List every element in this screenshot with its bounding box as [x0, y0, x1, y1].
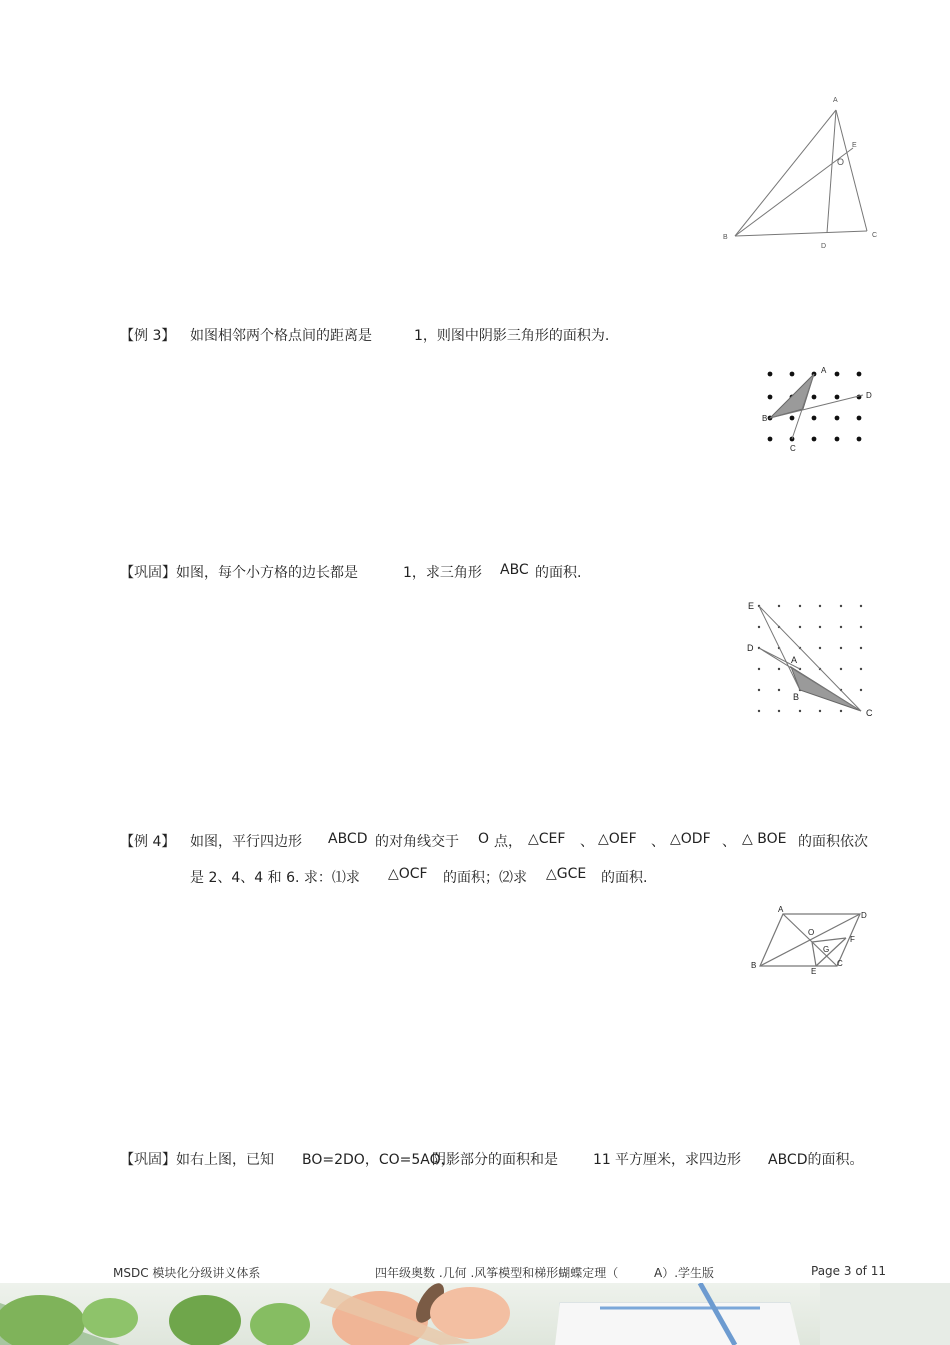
example-4-c [375, 832, 459, 852]
example-4-line2-text-c: 的面积. [601, 870, 648, 886]
example-4-a [190, 832, 302, 852]
footer-right [811, 1264, 886, 1278]
example-4-d [478, 829, 489, 849]
parallelogram-figure [745, 900, 875, 980]
example-4-t3 [670, 829, 711, 849]
separator: 、 [722, 834, 736, 850]
label-d: D [861, 911, 867, 920]
label-a: A [833, 97, 838, 104]
example-4-text-f: 的面积依次 [798, 834, 868, 850]
example-4-s3 [722, 832, 736, 852]
practice-2-e [615, 1150, 741, 1170]
footer-left [113, 1264, 260, 1281]
example-4-t2 [598, 829, 637, 849]
practice-2-f [768, 1150, 864, 1170]
example-4-line2-c [601, 868, 647, 888]
example-4-line2-a [190, 868, 360, 888]
example-4-t4 [742, 829, 786, 849]
example-3-value [414, 326, 609, 346]
label-c: C [837, 959, 843, 968]
example-tag: 【例 4】 [120, 834, 176, 850]
label-c: C [866, 708, 873, 718]
label-d: D [821, 243, 827, 250]
example-4-text-a: 如图，平行四边形 [190, 834, 302, 850]
triangle-odf: △ODF [670, 831, 711, 847]
example-4-s2 [651, 832, 665, 852]
footer-title-version: A）.学生版 [654, 1266, 715, 1280]
example-4-line2-t1 [388, 864, 428, 884]
triangle-name: ABC [500, 562, 529, 578]
practice-2-c [432, 1150, 558, 1170]
example-tag: 【例 3】 [120, 328, 176, 344]
practice-1-rest [403, 563, 482, 583]
triangle-oef: △OEF [598, 831, 637, 847]
dot-grid-figure [755, 360, 880, 455]
label-b: B [793, 692, 800, 702]
triangle-figure-1 [715, 90, 890, 255]
example-4-s1 [580, 832, 594, 852]
example-3-text-b: ，则图中阴影三角形的面积为. [422, 328, 610, 344]
practice-1-value: 1 [403, 565, 412, 581]
example-4-text-e: 点， [494, 834, 522, 850]
example-3-text [190, 326, 372, 346]
example-4-tag [120, 832, 175, 852]
practice-2-text-e: 平方厘米，求四边形 [615, 1152, 741, 1168]
example-4-t1 [528, 829, 565, 849]
separator: 、 [651, 834, 665, 850]
practice-1-text-b: ，求三角形 [411, 565, 482, 581]
example-4-line2-text-a: 是 2、4、4 和 6. 求：⑴求 [190, 870, 360, 886]
practice-1-text-c: 的面积. [535, 565, 582, 581]
label-o: O [837, 157, 845, 167]
label-e: E [811, 967, 817, 976]
label-d: D [866, 391, 872, 400]
page-number: Page 3 of 11 [811, 1264, 886, 1278]
label-e: E [748, 601, 755, 611]
practice-2-d [593, 1150, 611, 1170]
footer-center-a [654, 1264, 714, 1281]
example-3-value-text: 1 [414, 328, 423, 344]
practice-2-condition: BO=2DO，CO=5AO， [302, 1152, 455, 1168]
example-4-text-c: 的对角线交于 [375, 834, 459, 850]
footer-series-name: MSDC 模块化分级讲义体系 [113, 1266, 261, 1280]
practice-1-text-a: 如图，每个小方格的边长都是 [176, 565, 358, 581]
example-3-line [120, 326, 175, 346]
label-b: B [751, 961, 757, 970]
label-c: C [872, 232, 878, 239]
practice-1-end [535, 563, 581, 583]
practice-2-text-f: ABCD的面积。 [768, 1152, 864, 1168]
example-4-f [798, 832, 868, 852]
label-a: A [778, 905, 784, 914]
example-4-b [328, 829, 368, 849]
grid-triangle-figure [740, 595, 880, 725]
example-4-line2-t2 [546, 864, 586, 884]
label-f: F [850, 935, 855, 944]
parallelogram-name: ABCD [328, 831, 368, 847]
triangle-ocf: △OCF [388, 866, 428, 882]
example-3-text-a: 如图相邻两个格点间的距离是 [190, 328, 372, 344]
point-o: O [478, 831, 490, 847]
label-a: A [791, 655, 798, 665]
practice-2-text-c: 阴影部分的面积和是 [432, 1152, 558, 1168]
label-e: E [852, 142, 857, 149]
label-d: D [747, 643, 754, 653]
practice-2-value: 11 [593, 1152, 611, 1168]
practice-2-tag [120, 1150, 274, 1170]
label-g: G [823, 945, 830, 954]
label-c: C [790, 444, 796, 453]
footer-center [375, 1264, 618, 1281]
label-o: O [808, 928, 815, 937]
separator: 、 [580, 834, 594, 850]
triangle-cef: △CEF [528, 831, 566, 847]
triangle-gce: △GCE [546, 866, 587, 882]
practice-2-text-a: 如右上图，已知 [176, 1152, 274, 1168]
label-b: B [762, 414, 768, 423]
label-a: A [821, 366, 827, 375]
label-b: B [723, 234, 728, 241]
footer-title: 四年级奥数 .几何 .风筝模型和梯形蝴蝶定理（ [375, 1266, 619, 1280]
decorative-banner-image [0, 1283, 950, 1345]
example-4-line2-b [443, 868, 527, 888]
example-4-e [494, 832, 522, 852]
practice-1-tag [120, 563, 358, 583]
triangle-boe: △ BOE [742, 831, 787, 847]
practice-tag: 【巩固】 [120, 565, 176, 581]
practice-tag: 【巩固】 [120, 1152, 176, 1168]
example-4-line2-text-b: 的面积；⑵求 [443, 870, 527, 886]
practice-1-name [500, 560, 529, 580]
